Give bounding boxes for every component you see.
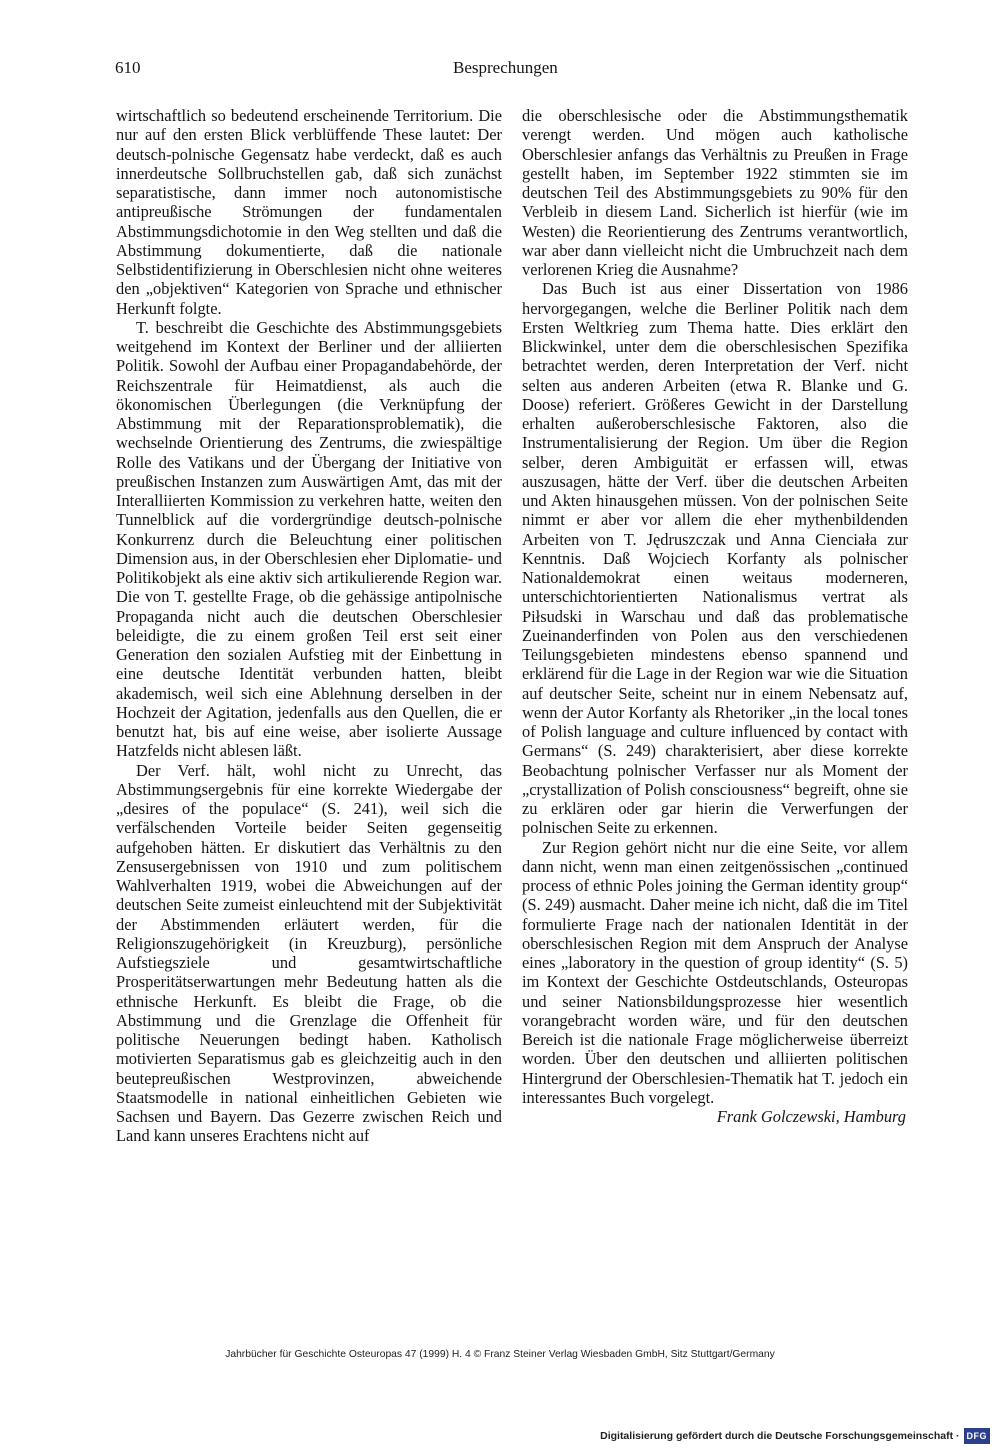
digitization-text: Digitalisierung gefördert durch die Deutsche Forschungsgemeinschaft · <box>600 1430 960 1442</box>
paragraph: die oberschlesische oder die Abstimmungsthematik verengt werden. Und mögen auch katholische Oberschlesier anfangs das Verhältnis zu Preußen in Frage gestellt haben, im September 1922 stimmten sie im deutschen Teil des Abstimmungsgebiets zu 90% für den Verbleib in diesem Land. Sicherlich ist hierfür (wie im Westen) die Reorientierung des Zentrums verantwortlich, war aber dann vielleicht nicht die Umbruchzeit nach dem verlorenen Krieg die Ausnahme? <box>522 106 908 279</box>
paragraph: Zur Region gehört nicht nur die eine Seite, vor allem dann nicht, wenn man einen zeitgenössischen „continued process of ethnic Poles joining the German identity group“ (S. 249) ausmacht. Daher meine ich nicht, daß die im Titel formulierte Frage nach der nationalen Identität in der oberschlesischen Region mit dem Anspruch der Analyse eines „laboratory in the question of group identity“ (S. 5) im Kontext der Geschichte Ostdeutschlands, Osteuropas und seiner Nationsbildungsprozesse hier wesentlich vorangebracht worden wäre, und für den deutschen Bereich ist die nationale Frage möglicherweise überreizt worden. Über den deutschen und alliierten politischen Hintergrund der Oberschlesien-Thematik hat T. jedoch ein interessantes Buch vorgelegt. <box>522 837 909 1107</box>
page-number: 610 <box>115 58 141 77</box>
digitization-notice <box>600 1428 990 1444</box>
journal-citation: Jahrbücher für Geschichte Osteuropas 47 (1999) H. 4 © Franz Steiner Verlag Wiesbaden GmbH, Sitz Stuttgart/Germany <box>225 1349 775 1360</box>
dfg-logo-icon: DFG <box>964 1428 991 1444</box>
left-column <box>116 106 502 1146</box>
running-head: Besprechungen <box>453 58 558 77</box>
author-signature: Frank Golczewski, Hamburg <box>716 1107 906 1126</box>
paragraph: Der Verf. hält, wohl nicht zu Unrecht, das Abstimmungsergebnis für eine korrekte Wiedergabe der „desires of the populace“ (S. 241), weil sich die verfälschenden Vorteile beider Seiten gegenseitig aufgehoben hätten. Er diskutiert das Verhältnis zu den Zensusergebnissen von 1910 und zum politischem Wahlverhalten 1919, wobei die Abweichungen auf der deutschen Seite zumeist einleuchtend mit der Subjektivität der Abstimmenden erläutert werden, für die Religionszugehörigkeit (in Kreuzburg), persönliche Aufstiegsziele und gesamtwirtschaftliche Prosperitätserwartungen mehr Bedeutung hatten als die ethnische Herkunft. Es bleibt die Frage, ob die Abstimmung und die Grenzlage die Offenheit für politische Neuerungen bedingt haben. Katholisch motivierten Separatismus gab es gleichzeitig auch in den beutepreußischen Westprovinzen, abweichende Staatsmodelle in national einheitlichen Gebieten wie Sachsen und Bayern. Das Gezerre zwischen Reich und Land kann unseres Erachtens nicht auf <box>116 760 502 1146</box>
paragraph: wirtschaftlich so bedeutend erscheinende Territorium. Die nur auf den ersten Blick verblüffende These lautet: Der deutsch-polnische Gegensatz habe verdeckt, daß es auch innerdeutsche Sollbruchstellen gab, daß sich zunächst separatistische, dann immer noch autonomistische antipreußische Strömungen der fundamentalen Abstimmungsdichotomie in den Weg stellten und daß die Abstimmung dokumentierte, daß die nationale Selbstidentifizierung in Oberschlesien nicht ohne weiteres den „objektiven“ Kategorien von Sprache und ethnischer Herkunft folgte. <box>116 106 502 318</box>
paragraph: Das Buch ist aus einer Dissertation von 1986 hervorgegangen, welche die Berliner Politik nach dem Ersten Weltkrieg zum Thema hatte. Dies erklärt den Blickwinkel, unter dem die oberschlesischen Spezifika betrachtet werden, deren Interpretation der Verf. nicht selten aus anderen Arbeiten (etwa R. Blanke und G. Doose) referiert. Größeres Gewicht in der Darstellung erhalten außeroberschlesische Faktoren, also die Instrumentalisierung der Region. Um über die Region selber, deren Ambiguität er erfassen will, etwas auszusagen, hätte der Verf. über die deutschen Arbeiten und Akten hinausgehen müssen. Von der polnischen Seite nimmt er aber vor allem die eher mythenbildenden Arbeiten von T. Jędruszczak und Anna Cienciała zur Kenntnis. Daß Wojciech Korfanty als polnischer Nationaldemokrat einen weitaus moderneren, unterschichtorientierten Nationalismus vertrat als Piłsudski in Warschau und daß das problematische Zueinanderfinden von Polen aus den verschiedenen Teilungsgebieten mindestens ebenso spannend und erklärend für die Lage in der Region war wie die Situation auf deutscher Seite, scheint nur in einem Nebensatz auf, wenn der Autor Korfanty als Rhetoriker „in the local tones of Polish language and culture influenced by contact with Germans“ (S. 249) charakterisiert, aber diese korrekte Beobachtung polnischer Verfasser nur als Moment der „crystallization of Polish consciousness“ begreift, ohne sie zu erklären oder gar hierin die Verwerfungen der polnischen Seite zu erkennen. <box>522 279 908 838</box>
right-column <box>522 106 908 1126</box>
paragraph: T. beschreibt die Geschichte des Abstimmungsgebiets weitgehend im Kontext der Berliner und der alliierten Politik. Sowohl der Aufbau einer Propagandabehörde, der Reichszentrale für Heimatdienst, als auch die ökonomischen Überlegungen (die Verknüpfung der Abstimmung mit der Reparationsproblematik), die wechselnde Orientierung des Zentrums, die zwiespältige Rolle des Vatikans und der Übergang der Initiative von preußischen Instanzen zum Auswärtigen Amt, das mit der Interalliierten Kommission zu verkehren hatte, weiten den Tunnelblick auf die vordergründige deutsch-polnische Konkurrenz durch die Beleuchtung einer politischen Dimension aus, in der Oberschlesien eher Diplomatie- und Politikobjekt als eine aktiv sich artikulierende Region war. Die von T. gestellte Frage, ob die gehässige antipolnische Propaganda nicht auch die deutschen Oberschlesier beleidigte, die zu einem großen Teil erst seit einer Generation den sozialen Aufstieg mit der Einbettung in eine deutsche Identität verbunden hatten, bleibt akademisch, weil sich eine Ablehnung derselben in der Hochzeit der Agitation, jedenfalls aus den Quellen, die er benutzt hat, bis auf eine weise, aber isolierte Aussage Hatzfelds nicht ablesen läßt. <box>116 317 502 761</box>
